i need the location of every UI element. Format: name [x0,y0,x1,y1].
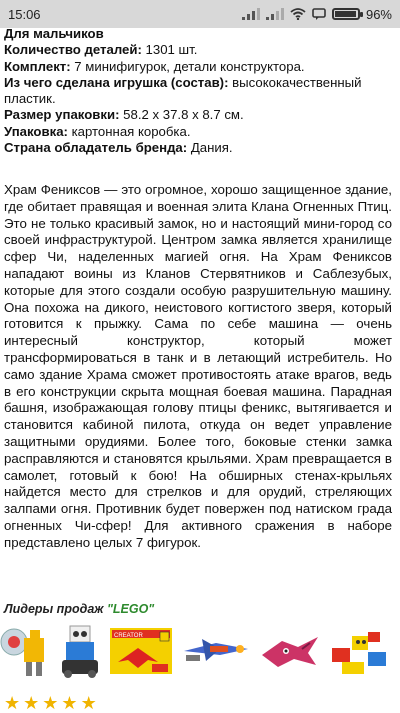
duplo-product-image[interactable] [328,619,390,681]
bestsellers-title: Лидеры продаж [4,602,107,616]
spec-row [4,42,396,58]
signal-icon-2 [266,8,284,20]
spec-row [4,26,396,42]
signal-icon [242,8,260,20]
spec-value: 7 минифигурок, детали конструктора. [70,58,305,74]
battery-icon [332,8,360,20]
spec-label: Для мальчиков [4,26,104,41]
spec-value: Дания. [187,140,233,156]
spec-row [4,59,396,75]
spec-label: Из чего сделана игрушка (состав): [4,74,229,90]
boost-robot-product-image[interactable] [58,619,102,681]
spec-row [4,107,396,123]
rating-stars [4,694,97,712]
bestsellers-brand: "LEGO" [106,602,155,616]
status-bar [0,0,400,28]
robot-product-image[interactable] [0,619,52,681]
battery-percent: 96% [365,6,392,22]
spec-label: Размер упаковки: [4,107,120,123]
partial-product-image[interactable] [396,619,400,681]
spec-label: Страна обладатель бренда: [4,140,188,156]
star-icon[interactable]: ★ [23,693,40,713]
spec-row [4,124,396,140]
star-icon[interactable]: ★ [42,693,59,713]
spec-value: 58.2 x 37.8 x 8.7 см. [119,107,244,123]
star-icon[interactable]: ★ [80,693,97,713]
spec-label: Количество деталей: [4,42,142,58]
spec-row [4,140,396,156]
star-icon[interactable]: ★ [61,693,78,713]
battery-fill [335,11,356,17]
product-description: Храм Фениксов — это огромное, хорошо защищенное здание, где обитает правящая и военная элита Клана Огненных Птиц. Это не только красивый замок, но и настоящий мини-город со своей инфраструктурой. Центром замка является хранилище сфер Чи, наделенных магией огня. На Храм Фениксов нападают воины из Кланов Стервятников и Саблезубых, которые для этого создали особую разрушительную машину. Она похожа на дикого, неистового когтистого зверя, который готовится к прыжку. Сама по себе машина — очень интересный конструктор, который может трансформироваться в танк и в летающий истребитель. Но само здание Храма сможет противостоять атаке врагов, ведь в его конструкции скрыта мощная боевая машина. Парадная башня, изображающая голову птицы феникс, вытягивается и становится кабиной пилота, откуда он ведет управление защитными орудиями. Более того, боковые стенки замка расправляются и становятся крыльями. Храм превращается в самолет, готовый к бою! На обширных стенах-крыльях найдется место для стрелков и для орудий, стреляющих залпами огня. Противник будет повержен под натиском града огненных Чи-сфер! Для активного сражения в наборе представлено целых 7 фигурок. [4,182,392,550]
spec-value: высококачественный пластик. [4,74,362,107]
spec-value: 1301 шт. [141,42,198,58]
message-icon [312,8,326,20]
wifi-icon [290,8,306,20]
creator-box-product-image[interactable] [108,619,174,681]
dragon-product-image[interactable] [258,619,322,681]
spec-value: картонная коробка. [67,123,191,139]
star-icon[interactable]: ★ [4,693,21,713]
product-specs [4,26,396,156]
svg-text:CREATOR: CREATOR [114,633,143,639]
status-icons [242,7,392,22]
bestsellers-heading [4,602,154,616]
spec-row [4,75,396,108]
spec-label: Комплект: [4,58,71,74]
status-time: 15:06 [8,6,41,22]
bestsellers-carousel[interactable] [0,619,400,681]
spec-label: Упаковка: [4,123,68,139]
plane-product-image[interactable] [180,619,252,681]
